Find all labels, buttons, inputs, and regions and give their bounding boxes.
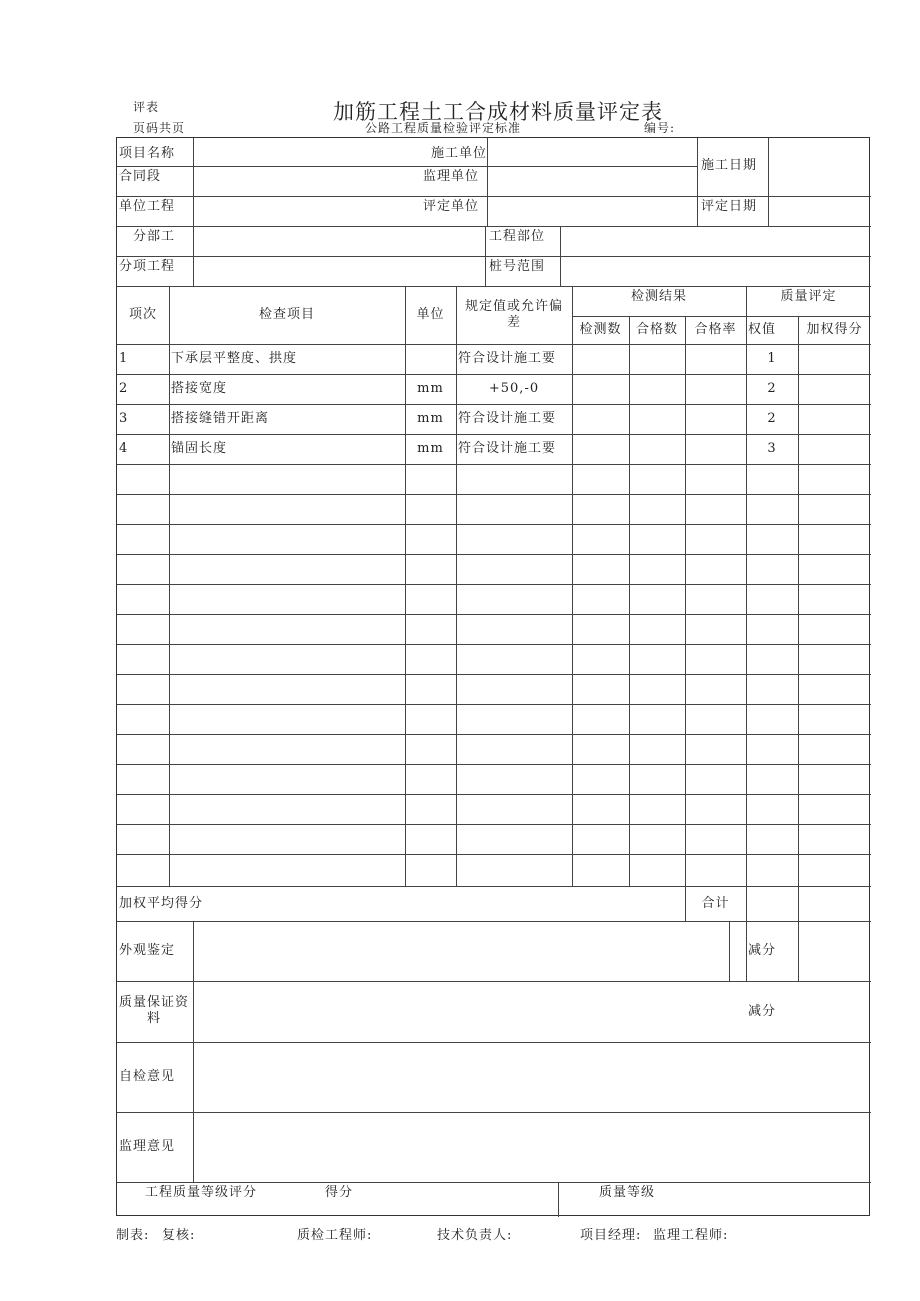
col-spec: 规定值或允许偏差	[464, 299, 563, 330]
contract-section-label: 合同段	[119, 169, 162, 184]
score-label: 得分	[325, 1185, 354, 1200]
table-row-1-unit	[405, 344, 456, 374]
table-row-2-item: 搭接宽度	[171, 381, 228, 396]
col-pass-rate: 合格率	[694, 322, 737, 337]
table-row-3-unit: mm	[417, 411, 444, 426]
table-row-2-spec: +50,-0	[488, 381, 540, 396]
table-row-4-no: 4	[119, 441, 129, 456]
evaluation-form	[116, 137, 870, 1216]
deduct-label-1: 减分	[748, 943, 777, 958]
page-title: 加筋工程土工合成材料质量评定表	[333, 100, 663, 124]
appearance-label: 外观鉴定	[119, 943, 176, 958]
col-weight: 权值	[748, 322, 777, 337]
table-row-4-spec: 符合设计施工要	[458, 441, 557, 456]
col-weighted-score: 加权得分	[806, 322, 863, 337]
qc-engineer-label: 质检工程师:	[297, 1228, 373, 1243]
col-quality-eval: 质量评定	[780, 289, 837, 304]
project-manager-label: 项目经理:	[580, 1228, 642, 1243]
table-row-1-item: 下承层平整度、拱度	[171, 351, 298, 366]
table-row-2-unit: mm	[417, 381, 444, 396]
table-row-1-weight: 1	[767, 351, 777, 366]
evaluation-unit-label: 评定单位	[422, 199, 479, 214]
supervision-unit-label: 监理单位	[422, 169, 479, 184]
sub-item-project-label: 分项工程	[119, 259, 176, 274]
col-item-no: 项次	[128, 307, 157, 322]
division-project-label: 分部工	[133, 229, 176, 244]
supervision-opinion-label: 监理意见	[119, 1139, 176, 1154]
table-row-1-spec: 符合设计施工要	[458, 351, 557, 366]
tech-lead-label: 技术负责人:	[437, 1228, 513, 1243]
col-pass-count: 合格数	[635, 322, 678, 337]
number-label: 编号:	[644, 121, 676, 135]
construction-date-label: 施工日期	[701, 158, 758, 173]
self-check-label: 自检意见	[119, 1069, 176, 1084]
deduct-label-2: 减分	[748, 1003, 777, 1019]
quality-docs-label: 质量保证资料	[118, 995, 189, 1026]
evaluation-date-label: 评定日期	[701, 199, 758, 214]
table-row-4-item: 锚固长度	[171, 441, 228, 456]
total-label: 合计	[701, 895, 730, 911]
col-check-item: 检查项目	[258, 307, 315, 322]
table-row-2-no: 2	[119, 381, 129, 396]
page-count-label: 页码共页	[133, 121, 186, 135]
col-test-result: 检测结果	[630, 289, 687, 304]
project-name-label: 项目名称	[119, 146, 176, 161]
table-row-3-item: 搭接缝错开距离	[171, 411, 270, 426]
table-row-1-no: 1	[119, 351, 129, 366]
reviewed-label: 复核:	[162, 1228, 196, 1243]
table-code-label: 评表	[133, 100, 160, 114]
made-by-label: 制表:	[116, 1228, 150, 1243]
supervising-engineer-label: 监理工程师:	[653, 1228, 729, 1243]
grade-eval-label: 工程质量等级评分	[145, 1185, 258, 1200]
unit-project-label: 单位工程	[119, 199, 176, 214]
table-row-3-spec: 符合设计施工要	[458, 411, 557, 426]
table-row-3-no: 3	[119, 411, 129, 426]
standard-label: 公路工程质量检验评定标准	[365, 121, 522, 135]
table-row-2-weight: 2	[767, 381, 777, 396]
weighted-avg-label: 加权平均得分	[119, 895, 204, 911]
col-test-count: 检测数	[579, 322, 622, 337]
project-part-label: 工程部位	[489, 229, 546, 244]
col-unit: 单位	[416, 307, 445, 322]
construction-unit-label: 施工单位	[430, 146, 487, 161]
table-row-4-weight: 3	[767, 441, 777, 456]
pile-range-label: 桩号范围	[489, 259, 546, 274]
table-row-3-weight: 2	[767, 411, 777, 426]
quality-grade-label: 质量等级	[599, 1185, 656, 1200]
table-row-4-unit: mm	[417, 441, 444, 456]
